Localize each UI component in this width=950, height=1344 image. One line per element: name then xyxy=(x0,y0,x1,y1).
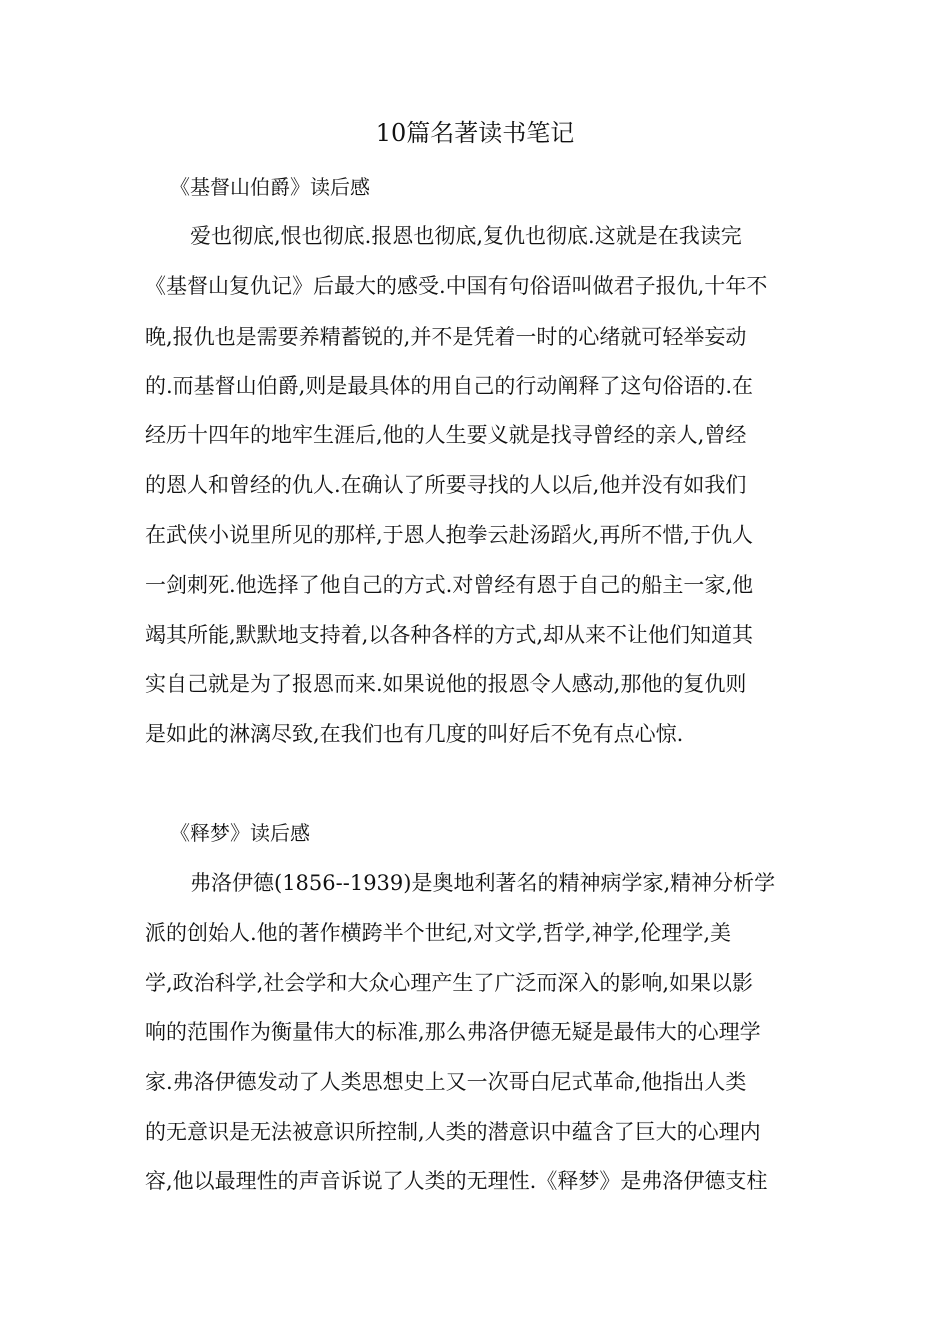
paragraph-line: 是如此的淋漓尽致,在我们也有几度的叫好后不免有点心惊. xyxy=(145,722,684,746)
paragraph-line: 的恩人和曾经的仇人.在确认了所要寻找的人以后,他并没有如我们 xyxy=(145,473,747,497)
paragraph-line: 《基督山复仇记》后最大的感受.中国有句俗语叫做君子报仇,十年不 xyxy=(145,274,768,298)
paragraph-line: 在武侠小说里所见的那样,于恩人抱拳云赴汤蹈火,再所不惜,于仇人 xyxy=(145,523,754,547)
paragraph-line: 响的范围作为衡量伟大的标准,那么弗洛伊德无疑是最伟大的心理学 xyxy=(145,1020,761,1044)
section-heading-interpretation-of-dreams: 《释梦》读后感 xyxy=(170,821,310,845)
paragraph-line: 弗洛伊德(1856--1939)是奥地利著名的精神病学家,精神分析学 xyxy=(190,871,776,895)
page-title: 10篇名著读书笔记 xyxy=(375,119,575,147)
paragraph-line: 实自己就是为了报恩而来.如果说他的报恩令人感动,那他的复仇则 xyxy=(145,672,747,696)
paragraph-line: 经历十四年的地牢生涯后,他的人生要义就是找寻曾经的亲人,曾经 xyxy=(145,423,747,447)
paragraph-line: 学,政治科学,社会学和大众心理产生了广泛而深入的影响,如果以影 xyxy=(145,971,754,995)
paragraph-line: 派的创始人.他的著作横跨半个世纪,对文学,哲学,神学,伦理学,美 xyxy=(145,921,732,945)
paragraph-line: 竭其所能,默默地支持着,以各种各样的方式,却从来不让他们知道其 xyxy=(145,623,754,647)
paragraph-line: 一剑刺死.他选择了他自己的方式.对曾经有恩于自己的船主一家,他 xyxy=(145,573,754,597)
paragraph-line: 的无意识是无法被意识所控制,人类的潜意识中蕴含了巨大的心理内 xyxy=(145,1120,761,1144)
paragraph-line: 容,他以最理性的声音诉说了人类的无理性.《释梦》是弗洛伊德支柱 xyxy=(145,1169,768,1193)
paragraph-line: 的.而基督山伯爵,则是最具体的用自己的行动阐释了这句俗语的.在 xyxy=(145,374,754,398)
paragraph-line: 家.弗洛伊德发动了人类思想史上又一次哥白尼式革命,他指出人类 xyxy=(145,1070,747,1094)
paragraph-line: 晚,报仇也是需要养精蓄锐的,并不是凭着一时的心绪就可轻举妄动 xyxy=(145,325,747,349)
paragraph-line: 爱也彻底,恨也彻底.报恩也彻底,复仇也彻底.这就是在我读完 xyxy=(190,224,742,248)
section-heading-count-of-monte-cristo: 《基督山伯爵》读后感 xyxy=(170,175,370,199)
